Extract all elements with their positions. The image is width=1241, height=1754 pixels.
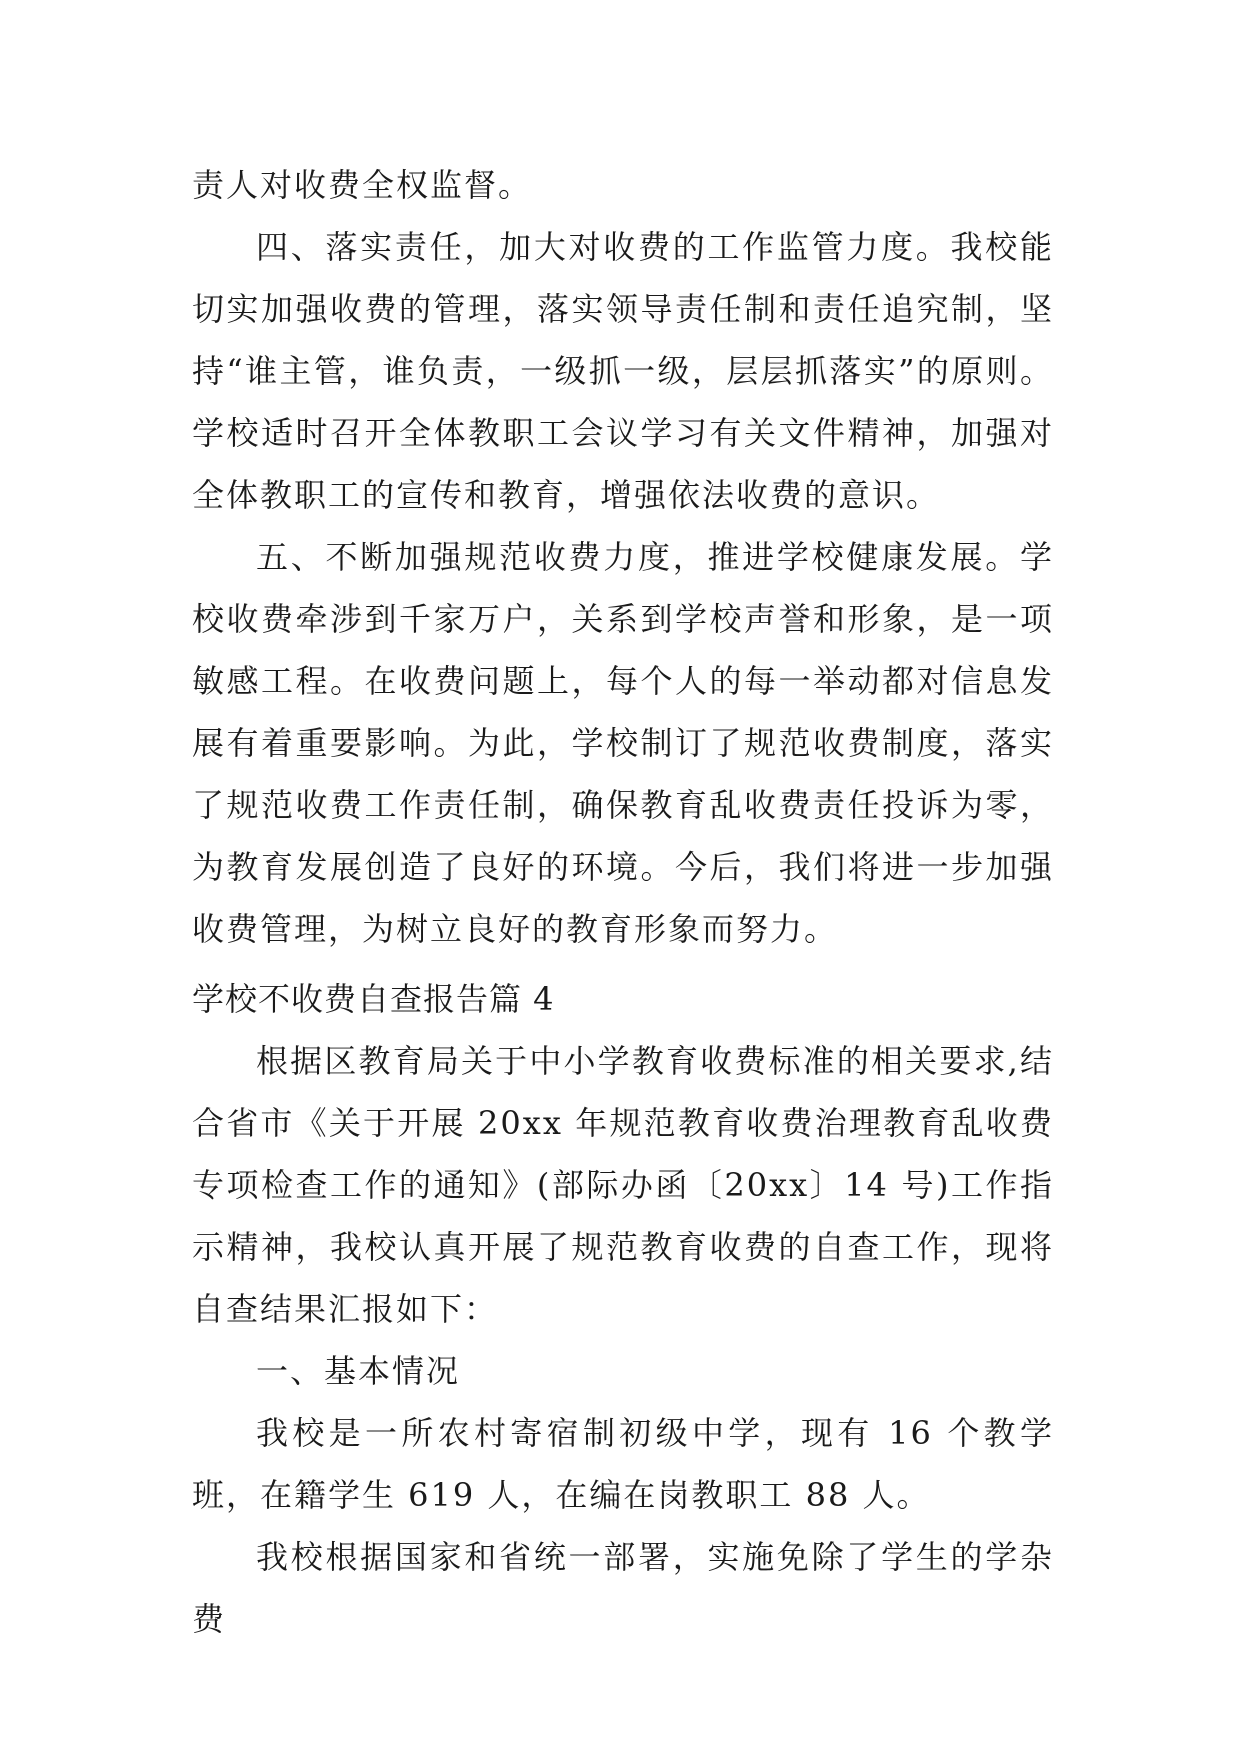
paragraph-four-accountability: 四、落实责任，加大对收费的工作监管力度。我校能切实加强收费的管理，落实领导责任制和责任追究制，坚持“谁主管，谁负责，一级抓一级，层层抓落实”的原则。学校适时召开全体教职工会议学习有关文件精神，加强对全体教职工的宣传和教育，增强依法收费的意识。 <box>192 228 1054 514</box>
section-title: 学校不收费自查报告篇 4 <box>192 980 555 1018</box>
paragraph-fee-exemption: 我校根据国家和省统一部署，实施免除了学生的学杂费 <box>192 1538 1054 1638</box>
continued-paragraph: 责人对收费全权监督。 <box>192 166 533 204</box>
paragraph-intro: 根据区教育局关于中小学教育收费标准的相关要求,结合省市《关于开展 20xx 年规范教育收费治理教育乱收费专项检查工作的通知》(部际办函〔20xx〕14 号)工作指示精神，我校认真开展了规范教育收费的自查工作，现将自查结果汇报如下： <box>192 1042 1054 1328</box>
report-continuation-section <box>192 154 1054 960</box>
paragraph-five-standardize-fees: 五、不断加强规范收费力度，推进学校健康发展。学校收费牵涉到千家万户，关系到学校声誉和形象，是一项敏感工程。在收费问题上，每个人的每一举动都对信息发展有着重要影响。为此，学校制订了规范收费制度，落实了规范收费工作责任制，确保教育乱收费责任投诉为零，为教育发展创造了良好的环境。今后，我们将进一步加强收费管理，为树立良好的教育形象而努力。 <box>192 538 1054 948</box>
report-section-4 <box>192 968 1054 1650</box>
subheading-basic-situation: 一、基本情况 <box>256 1352 461 1390</box>
paragraph-school-overview: 我校是一所农村寄宿制初级中学，现有 16 个教学班，在籍学生 619 人，在编在岗教职工 88 人。 <box>192 1414 1054 1514</box>
